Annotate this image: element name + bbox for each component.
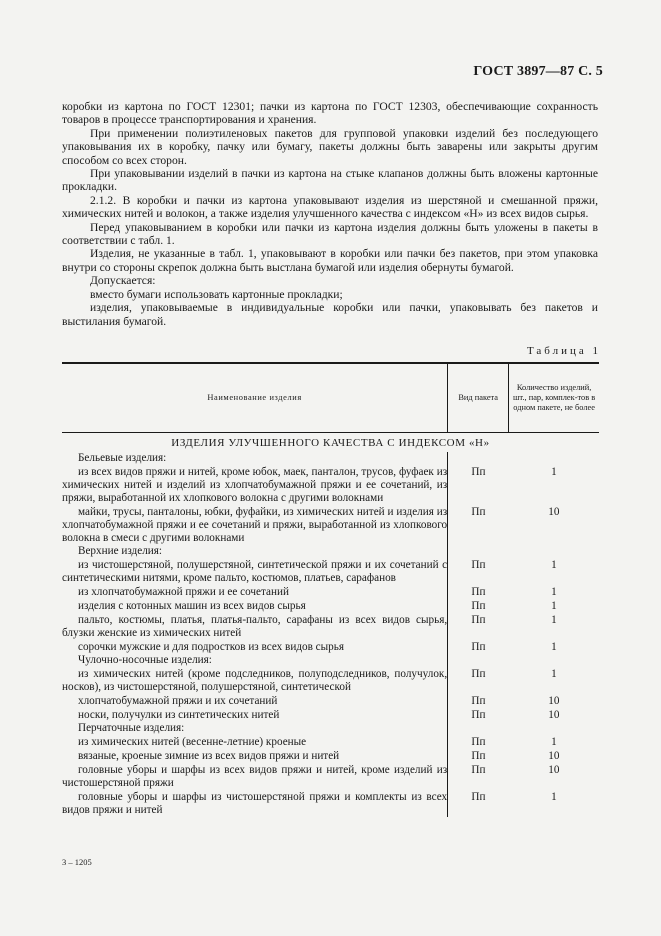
cell-name-text: сорочки мужские и для подростков из всех видов сырья <box>78 641 345 653</box>
cell-type: Пп <box>448 613 509 640</box>
table-row <box>62 465 599 505</box>
paragraph: вместо бумаги использовать картонные прокладки; <box>90 287 343 301</box>
table-row <box>62 585 599 599</box>
paragraph: Перед упаковыванием в коробки или пачки из картона изделия должны быть уложены в пакеты в соответствии с табл. 1. <box>62 220 598 248</box>
table-row <box>62 599 599 613</box>
table-row <box>62 640 599 654</box>
cell-name <box>62 722 448 735</box>
table-row <box>62 735 599 749</box>
cell-name <box>62 558 448 585</box>
cell-name-text: хлопчатобумажной пряжи и их сочетаний <box>78 695 278 707</box>
cell-type: Пп <box>448 585 509 599</box>
cell-qty: 1 <box>551 600 557 612</box>
cell-type <box>448 452 509 465</box>
cell-name <box>62 708 448 722</box>
footer-mark: 3 – 1205 <box>62 857 92 867</box>
table-row <box>62 708 599 722</box>
cell-qty: 1 <box>551 641 557 653</box>
cell-qty: 1 <box>551 614 557 626</box>
category-row <box>62 452 599 465</box>
cell-name-text: носки, получулки из синтетических нитей <box>78 709 280 721</box>
cell-qty: 1 <box>551 736 557 748</box>
table-row <box>62 694 599 708</box>
cell-qty: 1 <box>551 559 557 571</box>
cell-name-text: пальто, костюмы, платья, платья-пальто, сарафаны из всех видов сырья, блузки женские из химических нитей <box>62 614 448 639</box>
cell-type: Пп <box>448 763 509 790</box>
cell-type <box>448 654 509 667</box>
cell-name-text: из всех видов пряжи и нитей, кроме юбок, маек, панталон, трусов, фуфаек из химических нитей и изделий из хлопчатобумажной пряжи и ее сочетаний, из пряжи, выработанной их хлопкового волокна с другими волокнами <box>62 466 448 504</box>
cell-name-text: Бельевые изделия: <box>78 452 167 464</box>
cell-name <box>62 452 448 465</box>
header-name: Наименование изделия <box>62 363 448 433</box>
cell-type: Пп <box>448 505 509 545</box>
cell-name-text: Верхние изделия: <box>78 545 163 557</box>
category-row <box>62 654 599 667</box>
category-row <box>62 722 599 735</box>
cell-type: Пп <box>448 465 509 505</box>
cell-name-text: из чистошерстяной, полушерстяной, синтетической пряжи и их сочетаний с синтетическими нитями, кроме пальто, костюмов, платьев, сарафанов <box>62 559 448 584</box>
header-type: Вид пакета <box>448 363 509 433</box>
cell-name <box>62 585 448 599</box>
cell-type: Пп <box>448 694 509 708</box>
products-table <box>62 362 599 817</box>
cell-name <box>62 667 448 694</box>
table-row <box>62 505 599 545</box>
section-title: ИЗДЕЛИЯ УЛУЧШЕННОГО КАЧЕСТВА С ИНДЕКСОМ «Н» <box>171 437 490 449</box>
category-row <box>62 545 599 558</box>
cell-type: Пп <box>448 790 509 817</box>
cell-name-text: из химических нитей (кроме подследников, полуподследников, получулок, носков), из чистошерстяной, полушерстяной, синтетической <box>62 668 448 693</box>
cell-type: Пп <box>448 749 509 763</box>
cell-name <box>62 613 448 640</box>
table-caption: Таблица 1 <box>526 345 601 357</box>
cell-type <box>448 545 509 558</box>
table-row <box>62 667 599 694</box>
cell-qty: 1 <box>551 586 557 598</box>
cell-name <box>62 640 448 654</box>
cell-name <box>62 465 448 505</box>
page-header: ГОСТ 3897—87 С. 5 <box>473 64 603 79</box>
cell-name <box>62 735 448 749</box>
cell-type: Пп <box>448 640 509 654</box>
cell-name <box>62 694 448 708</box>
table-row <box>62 763 599 790</box>
cell-name-text: головные уборы и шарфы из чистошерстяной пряжи и комплекты из всех видов пряжи и нитей <box>62 791 448 816</box>
table-row <box>62 790 599 817</box>
cell-name <box>62 599 448 613</box>
cell-qty <box>509 545 599 558</box>
cell-name-text: майки, трусы, панталоны, юбки, фуфайки, из химических нитей и изделия из хлопчатобумажной пряжи и ее сочетаний и пряжи, выработанной из хлопкового волокна в смеси с другими волокнами <box>62 506 448 544</box>
cell-qty: 1 <box>551 791 557 803</box>
cell-type: Пп <box>448 667 509 694</box>
cell-qty: 1 <box>551 668 557 680</box>
table-row <box>62 558 599 585</box>
cell-name <box>62 654 448 667</box>
cell-qty <box>509 722 599 735</box>
paragraph: Изделия, не указанные в табл. 1, упаковывают в коробки или пачки без пакетов, при этом упаковка внутри со стороны скрепок должна быть выстлана бумагой или изделия обернуты бумагой. <box>62 247 598 274</box>
cell-type: Пп <box>448 558 509 585</box>
body-text <box>62 100 598 328</box>
cell-qty: 10 <box>548 709 560 721</box>
cell-qty: 10 <box>548 750 560 762</box>
paragraph: При упаковывании изделий в пачки из картона на стыке клапанов должны быть вложены картонные прокладки. <box>62 167 598 194</box>
cell-qty <box>509 452 599 465</box>
cell-name-text: из химических нитей (весенне-летние) кроеные <box>78 736 307 748</box>
cell-name-text: головные уборы и шарфы из всех видов пряжи и нитей, кроме изделий из чистошерстяной пряжи <box>62 764 448 789</box>
cell-qty: 10 <box>548 764 560 776</box>
cell-name-text: Перчаточные изделия: <box>78 722 185 734</box>
cell-name <box>62 790 448 817</box>
paragraph: коробки из картона по ГОСТ 12301; пачки из картона по ГОСТ 12303, обеспечивающие сохранность товаров в процессе транспортирования и хранения. <box>62 100 598 127</box>
table-header-row <box>62 363 599 433</box>
cell-name-text: вязаные, кроеные зимние из всех видов пряжи и нитей <box>78 750 340 762</box>
cell-type: Пп <box>448 708 509 722</box>
table-row <box>62 613 599 640</box>
cell-name <box>62 545 448 558</box>
paragraph: При применении полиэтиленовых пакетов для групповой упаковки изделий без последующего упаковывания их в коробку, пачку или бумагу, пакеты должны быть заварены или закрыты другим способом со всех сторон. <box>62 126 598 167</box>
cell-name <box>62 505 448 545</box>
cell-type: Пп <box>448 735 509 749</box>
header-qty: Количество изделий, шт., пар, комплек-тов в одном пакете, не более <box>509 363 599 433</box>
paragraph: 2.1.2. В коробки и пачки из картона упаковывают изделия из шерстяной и смешанной пряжи, химических нитей и волокон, а также изделия улучшенного качества с индексом «Н» из всех видов сырья. <box>62 193 598 221</box>
cell-type: Пп <box>448 599 509 613</box>
cell-qty: 10 <box>548 695 560 707</box>
cell-qty: 1 <box>551 466 557 478</box>
cell-type <box>448 722 509 735</box>
cell-name-text: Чулочно-носочные изделия: <box>78 654 212 666</box>
table-row <box>62 749 599 763</box>
cell-qty <box>509 654 599 667</box>
section-row <box>62 433 599 453</box>
cell-name-text: из хлопчатобумажной пряжи и ее сочетаний <box>78 586 289 598</box>
cell-qty: 10 <box>548 506 560 518</box>
cell-name <box>62 749 448 763</box>
paragraph: Допускается: <box>90 274 156 288</box>
cell-name-text: изделия с котонных машин из всех видов сырья <box>78 600 306 612</box>
paragraph: изделия, упаковываемые в индивидуальные коробки или пачки, упаковывать без пакетов и выстилания бумагой. <box>62 301 598 328</box>
cell-name <box>62 763 448 790</box>
